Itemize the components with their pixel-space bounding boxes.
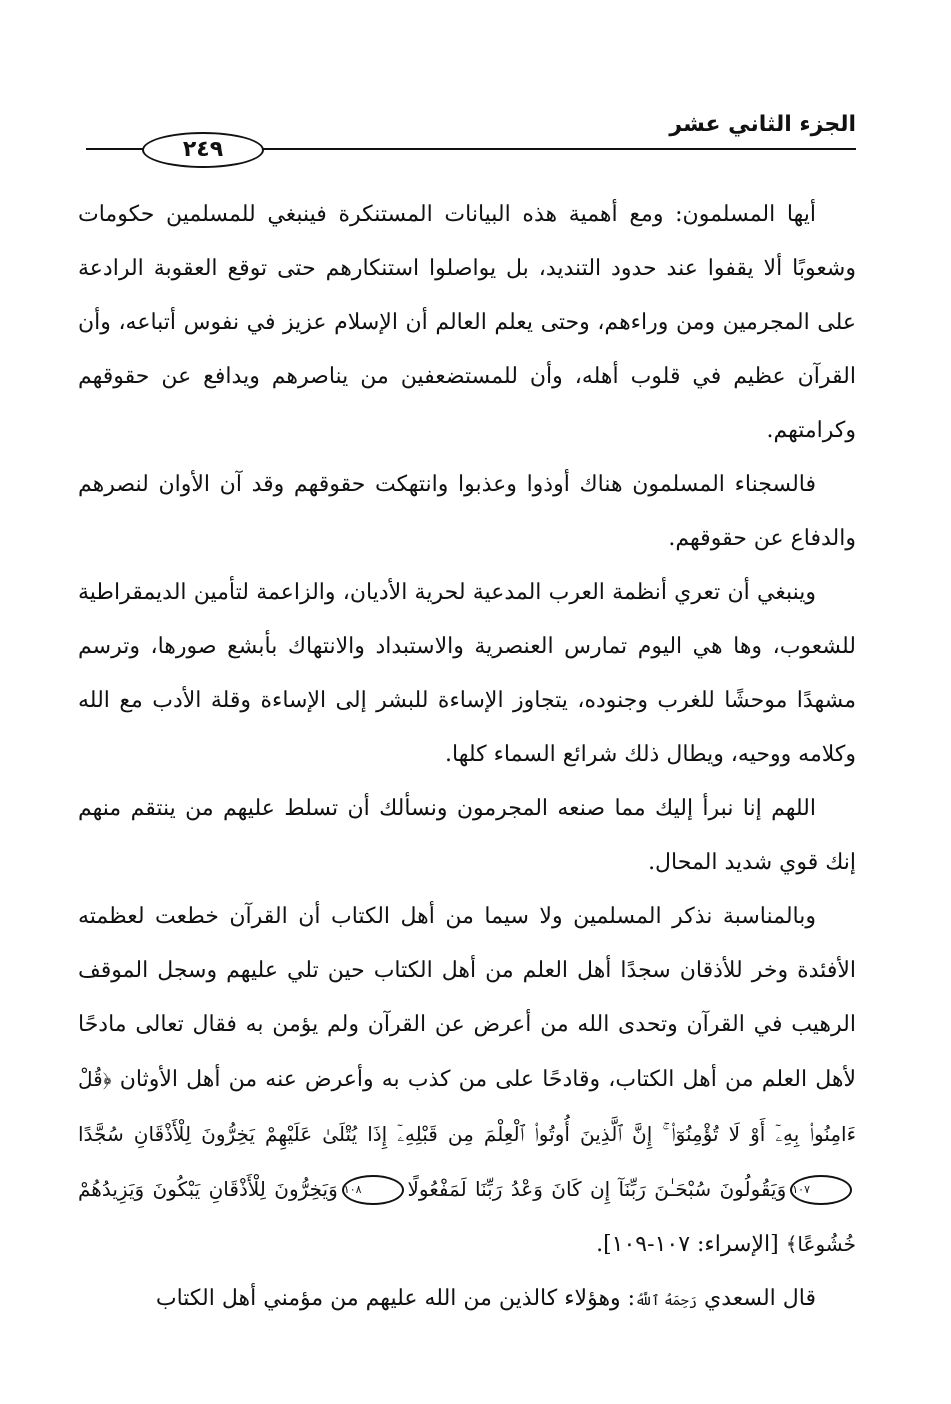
quran-verse-108: وَيَقُولُونَ سُبْحَـٰنَ رَبِّنَآ إِن كَانَ وَعْدُ رَبِّنَا لَمَفْعُولًا bbox=[407, 1177, 787, 1201]
quran-citation: [الإسراء: ١٠٧-١٠٩]. bbox=[596, 1232, 779, 1257]
paragraph-quran bbox=[78, 890, 856, 1272]
ayah-marker-108: ١٠٨ bbox=[342, 1175, 404, 1205]
paragraph-3: وينبغي أن تعري أنظمة العرب المدعية لحرية الأديان، والزاعمة لتأمين الديمقراطية للشعوب، وها هي اليوم تمارس العنصرية والاستبداد والانتهاك بأبشع صورها، وترسم مشهدًا موحشًا للغرب وجنوده، يتجاوز الإساءة للبشر إلى الإساءة وقلة الأدب مع الله وكلامه ووحيه، ويطال ذلك شرائع السماء كلها. bbox=[78, 580, 856, 767]
page-body bbox=[78, 188, 856, 1328]
paragraph-2: فالسجناء المسلمون هناك أوذوا وعذبوا وانتهكت حقوقهم وقد آن الأوان لنصرهم والدفاع عن حقوقهم. bbox=[78, 472, 856, 551]
paragraph-1: أيها المسلمون: ومع أهمية هذه البيانات المستنكرة فينبغي للمسلمين حكومات وشعوبًا ألا يقفوا عند حدود التنديد، بل يواصلوا استنكارهم حتى توقع العقوبة الرادعة على المجرمين ومن وراءهم، وحتى يعلم العالم أن الإسلام عزيز في نفوس أتباعه، وأن القرآن عظيم في قلوب أهله، وأن للمستضعفين من يناصرهم ويدافع عن حقوقهم وكرامتهم. bbox=[78, 202, 856, 443]
last-text-after: : وهؤلاء كالذين من الله عليهم من مؤمني أهل الكتاب bbox=[155, 1286, 636, 1311]
page-number: ٢٤٩ bbox=[142, 132, 264, 168]
part-title: الجزء الثاني عشر bbox=[669, 112, 856, 137]
quran-intro: وبالمناسبة نذكر المسلمين ولا سيما من أهل الكتاب أن القرآن خطعت لعظمته الأفئدة وخر للأذقان سجدًا أهل العلم من أهل الكتاب حين تلي عليهم وسجل الموقف الرهيب في القرآن وتحدى الله من أعرض عن القرآن ولم يؤمن به فقال تعالى مادحًا لأهل العلم من أهل الكتاب، وقادحًا على من كذب به وأعرض عنه من أهل الأوثان bbox=[78, 904, 857, 1092]
ayah-marker-107: ١٠٧ bbox=[790, 1175, 852, 1205]
last-text-before: قال السعدي bbox=[703, 1286, 816, 1311]
honorific-glyph: رَحِمَهُ ٱللَّهُ bbox=[635, 1293, 697, 1309]
quran-verse-107: ﴿قُلْ ءَامِنُوا۟ بِهِۦٓ أَوْ لَا تُؤْمِنُوٓا۟ ۚ إِنَّ ٱلَّذِينَ أُوتُوا۟ ٱلْعِلْمَ مِن قَبْلِهِۦٓ إِذَا يُتْلَىٰ عَلَيْهِمْ يَخِرُّونَ لِلْأَذْقَانِ سُجَّدًا bbox=[78, 1067, 856, 1146]
paragraph-last bbox=[78, 1272, 856, 1328]
paragraph-4: اللهم إنا نبرأ إليك مما صنعه المجرمون ونسألك أن تسلط عليهم من ينتقم منهم إنك قوي شديد المحال. bbox=[78, 796, 856, 875]
quran-verse-109: وَيَخِرُّونَ لِلْأَذْقَانِ يَبْكُونَ وَيَزِيدُهُمْ خُشُوعًا﴾ bbox=[78, 1177, 856, 1256]
running-header bbox=[86, 112, 856, 174]
